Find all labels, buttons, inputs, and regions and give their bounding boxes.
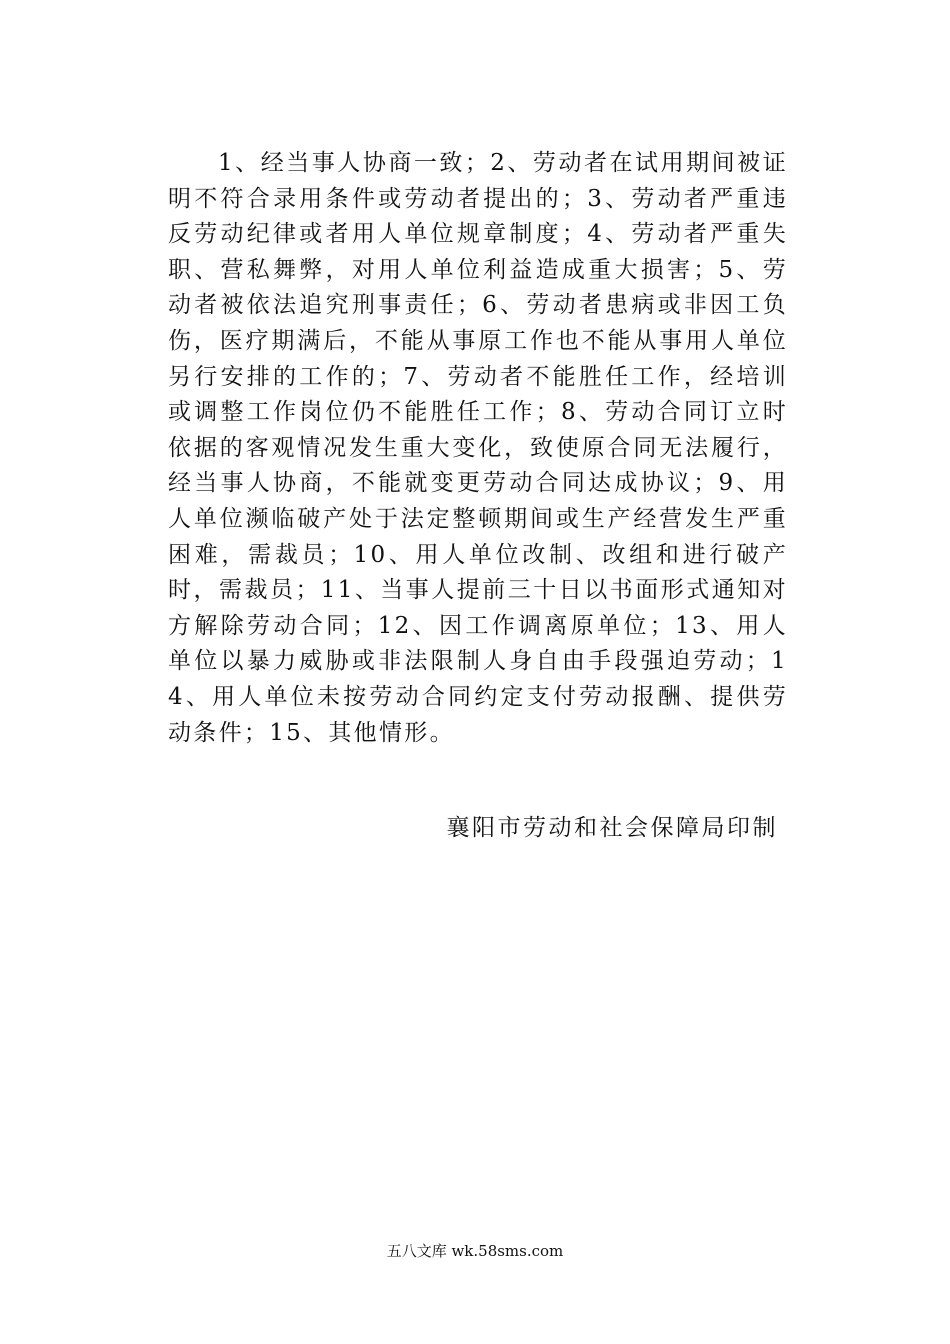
footer-watermark: 五八文库 wk.58sms.com	[386, 1242, 564, 1260]
termination-conditions-paragraph: 1、经当事人协商一致；2、劳动者在试用期间被证明不符合录用条件或劳动者提出的；3、劳动者严重违反劳动纪律或者用人单位规章制度；4、劳动者严重失职、营私舞弊，对用人单位利益造成重大损害；5、劳动者被依法追究刑事责任；6、劳动者患病或非因工负伤，医疗期满后，不能从事原工作也不能从事用人单位另行安排的工作的；7、劳动者不能胜任工作，经培训或调整工作岗位仍不能胜任工作；8、劳动合同订立时依据的客观情况发生重大变化，致使原合同无法履行，经当事人协商，不能就变更劳动合同达成协议；9、用人单位濒临破产处于法定整顿期间或生产经营发生严重困难，需裁员；10、用人单位改制、改组和进行破产时，需裁员；11、当事人提前三十日以书面形式通知对方解除劳动合同；12、因工作调离原单位；13、用人单位以暴力威胁或非法限制人身自由手段强迫劳动；14、用人单位未按劳动合同约定支付劳动报酬、提供劳动条件；15、其他情形。	[168, 150, 788, 746]
issuer-signature: 襄阳市劳动和社会保障局印制	[446, 815, 778, 841]
